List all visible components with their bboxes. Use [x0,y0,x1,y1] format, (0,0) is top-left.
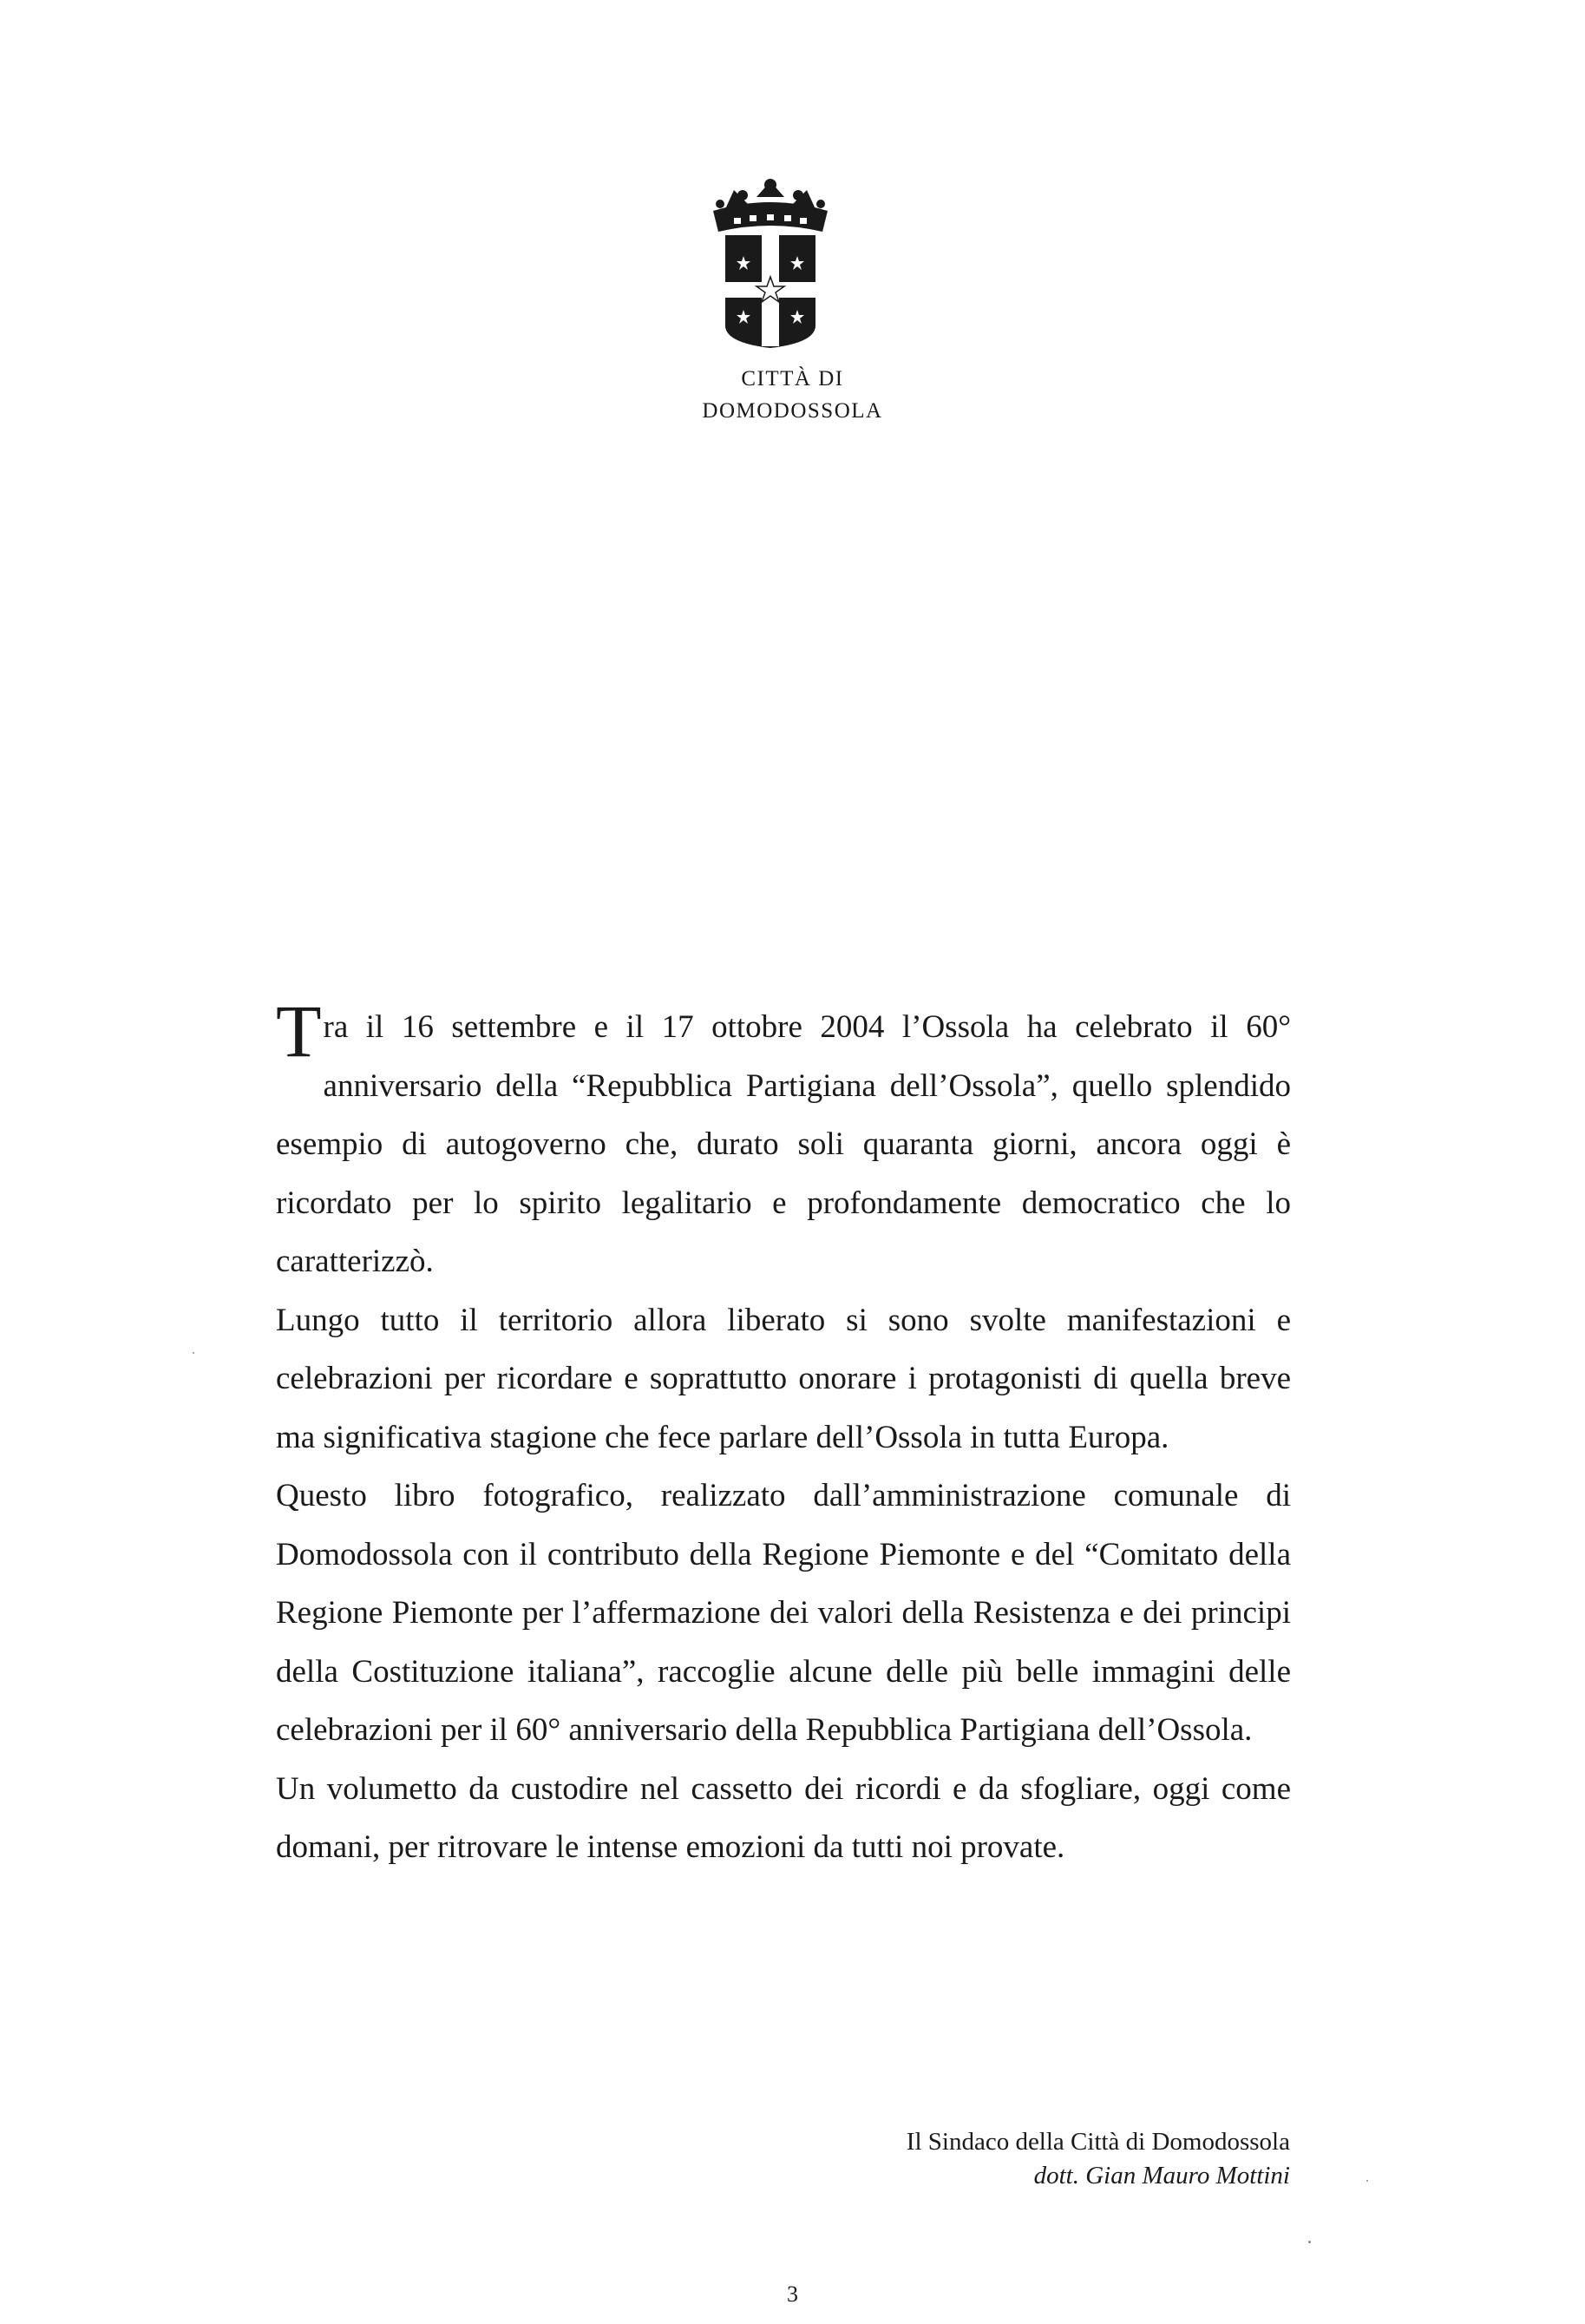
scan-speck [193,1352,194,1354]
paragraph-4: Un volumetto da custodire nel cassetto dei ricordi e da sfogliare, oggi come domani, per ritrovare le intense emozioni da tutti noi provate. [276,1770,1291,1865]
city-title-line1: CITTÀ DI [741,367,844,391]
drop-cap: T [276,989,322,1073]
paragraph-3: Questo libro fotografico, realizzato dall’amministrazione comunale di Domodossola con il contributo della Regione Piemonte e del “Comitato della Regione Piemonte per l’affermazione dei valori della Resistenza e dei principi della Costituzione italiana”, raccoglie alcune delle più belle immagini delle celebrazioni per il 60° anniversario della Repubblica Partigiana dell’Ossola. [276,1478,1291,1748]
signature-title: Il Sindaco della Città di Domodossola [906,2128,1290,2156]
coat-of-arms-icon [708,178,833,351]
scan-speck [1366,2180,1368,2182]
page-number: 3 [787,2281,798,2307]
paragraph-1-text: ra il 16 settembre e il 17 ottobre 2004 l’Ossola ha celebrato il 60° anniversario della “Repubblica Partigiana dell’Ossola”, quello splendido esempio di autogoverno che, durato soli quaranta giorni, ancora oggi è ricordato per lo spirito legalitario e profondamente democratico che lo caratterizzò. [276,1009,1291,1279]
scan-speck [1308,2241,1311,2243]
city-title-line2: DOMODOSSOLA [702,399,883,423]
paragraph-2: Lungo tutto il territorio allora liberato si sono svolte manifestazioni e celebrazioni per ricordare e soprattutto onorare i protagonisti di quella breve ma significativa stagione che fece parlare dell’Ossola in tutta Europa. [276,1302,1291,1455]
signature-name: dott. Gian Mauro Mottini [1033,2162,1290,2189]
paragraph-1 [276,989,1291,1291]
letter-body [276,989,1291,1877]
